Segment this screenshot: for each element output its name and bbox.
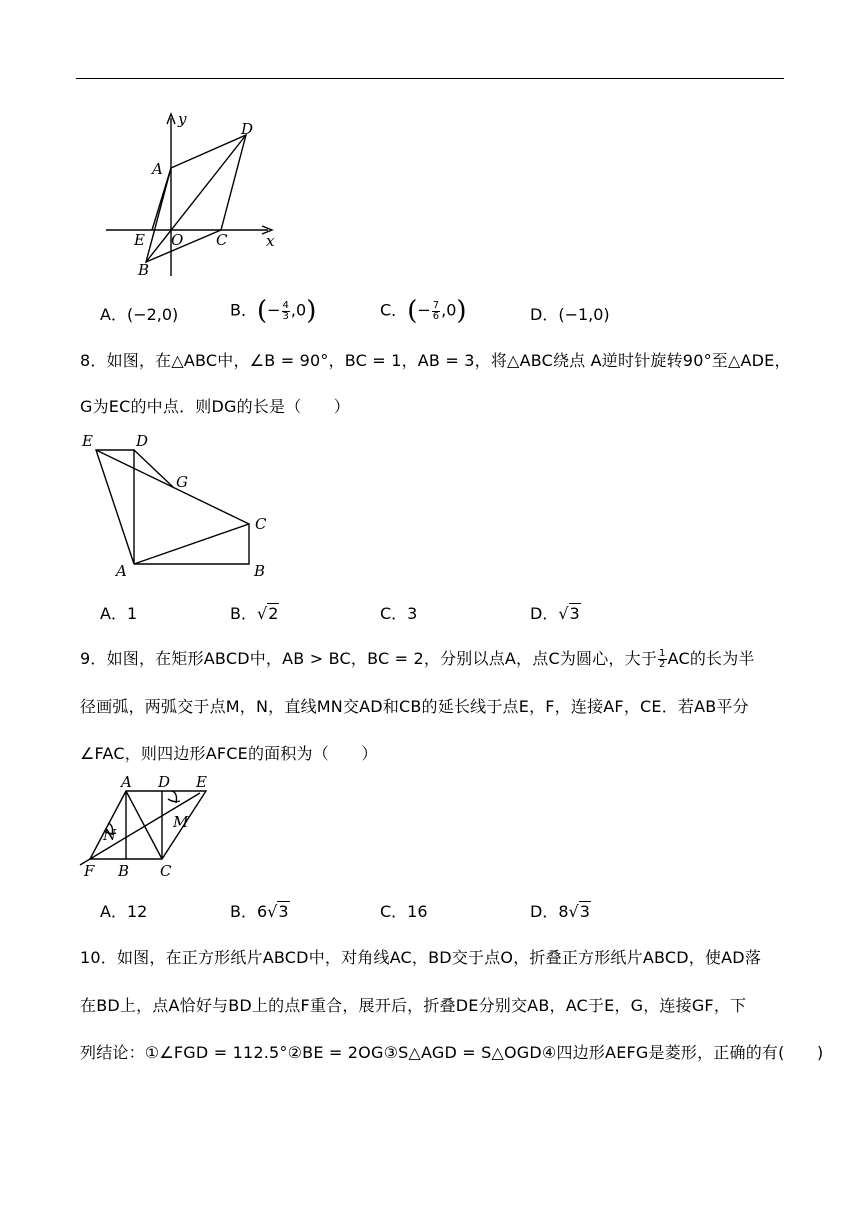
header-rule — [76, 78, 784, 79]
q9-label-a: A — [121, 773, 132, 791]
q7-label-c: C — [216, 231, 228, 249]
q9-frac-den: 2 — [659, 659, 666, 670]
q7-figure — [100, 108, 290, 280]
q8-option-a: A．1 — [100, 604, 138, 623]
q9-line-1-a: 9．如图，在矩形ABCD中，AB > BC，BC = 2，分别以点A，点C为圆心，大于 — [80, 649, 658, 668]
q8-option-c: C．3 — [380, 604, 418, 623]
q9-label-e: E — [196, 773, 207, 791]
q8-label-b: B — [254, 562, 266, 580]
q9-option-b: B．6√3 — [230, 902, 289, 921]
q7-option-c: C．(− $\frac{7}{6}$ ,0) — [380, 296, 467, 326]
q9-label-m: M — [173, 813, 189, 831]
q10-line-2: 在BD上，点A恰好与BD上的点F重合，展开后，折叠DE分别交AB，AC于E，G，连接GF，下 — [80, 996, 747, 1015]
q7-label-a: A — [152, 160, 163, 178]
q7-option-c-den: 6 — [432, 310, 440, 322]
q9-frac-num: 1 — [659, 648, 666, 659]
q9-label-n: N — [103, 826, 117, 844]
q9-label-c: C — [160, 862, 172, 880]
q7-option-b-num: 4 — [282, 299, 289, 311]
q9-line-2: 径画弧，两弧交于点M，N，直线MN交AD和CB的延长线于点E，F，连接AF，CE．若AB平分 — [80, 697, 749, 716]
q8-option-b-label: B． — [230, 604, 257, 623]
q8-option-d-rad: 3 — [569, 604, 580, 623]
q8-option-d-label: D． — [530, 604, 559, 623]
q7-option-b: B．(− $\frac{4}{3}$ ,0) — [230, 296, 317, 326]
q8-label-a: A — [116, 562, 127, 580]
q9-option-b-rad: 3 — [278, 902, 289, 921]
q7-label-b: B — [138, 261, 150, 279]
q9-line-1-b: AC的长为半 — [667, 649, 755, 668]
q8-option-b-rad: 2 — [268, 604, 279, 623]
q7-option-b-den: 3 — [282, 310, 289, 322]
q7-label-e: E — [134, 231, 145, 249]
q7-label-x: x — [266, 232, 275, 250]
q7-label-d: D — [241, 120, 254, 138]
q8-line-1: 8．如图，在△ABC中，∠B = 90°，BC = 1，AB = 3，将△ABC绕点 A逆时针旋转90°至△ADE， — [80, 351, 791, 370]
q7-label-y: y — [178, 110, 187, 128]
q9-option-a: A．12 — [100, 902, 148, 921]
q7-option-c-label: C． — [380, 300, 408, 320]
q9-option-d-label: D．8 — [530, 902, 569, 921]
q8-label-d: D — [136, 432, 149, 450]
q9-line-3: ∠FAC，则四边形AFCE的面积为（ ） — [80, 744, 378, 763]
q9-label-f: F — [84, 862, 95, 880]
q8-label-c: C — [255, 515, 267, 533]
q7-option-d: D．(−1,0) — [530, 305, 610, 324]
q7-label-o: O — [171, 231, 184, 249]
q8-label-g: G — [176, 473, 188, 491]
q9-line-1 — [80, 646, 755, 670]
q9-option-d-rad: 3 — [579, 902, 590, 921]
q7-option-c-num: 7 — [432, 299, 440, 311]
q9-option-c: C．16 — [380, 902, 428, 921]
q10-line-1: 10．如图，在正方形纸片ABCD中，对角线AC，BD交于点O，折叠正方形纸片ABCD，使AD落 — [80, 948, 762, 967]
q8-option-b: B．√2 — [230, 604, 279, 623]
q9-figure — [76, 773, 226, 883]
q9-option-b-label: B．6 — [230, 902, 268, 921]
q8-option-d: D．√3 — [530, 604, 580, 623]
q7-option-b-label: B． — [230, 300, 257, 320]
q8-figure — [78, 430, 278, 580]
q8-label-e: E — [82, 432, 93, 450]
q9-label-d: D — [158, 773, 171, 791]
q8-line-2: G为EC的中点．则DG的长是（ ） — [80, 397, 350, 416]
q10-line-3: 列结论：①∠FGD = 112.5°②BE = 2OG③S△AGD = S△OGD④四边形AEFG是菱形，正确的有( ) — [80, 1043, 824, 1062]
q7-option-a: A．(−2,0) — [100, 305, 179, 324]
q9-option-d: D．8√3 — [530, 902, 590, 921]
q9-label-b: B — [118, 862, 130, 880]
